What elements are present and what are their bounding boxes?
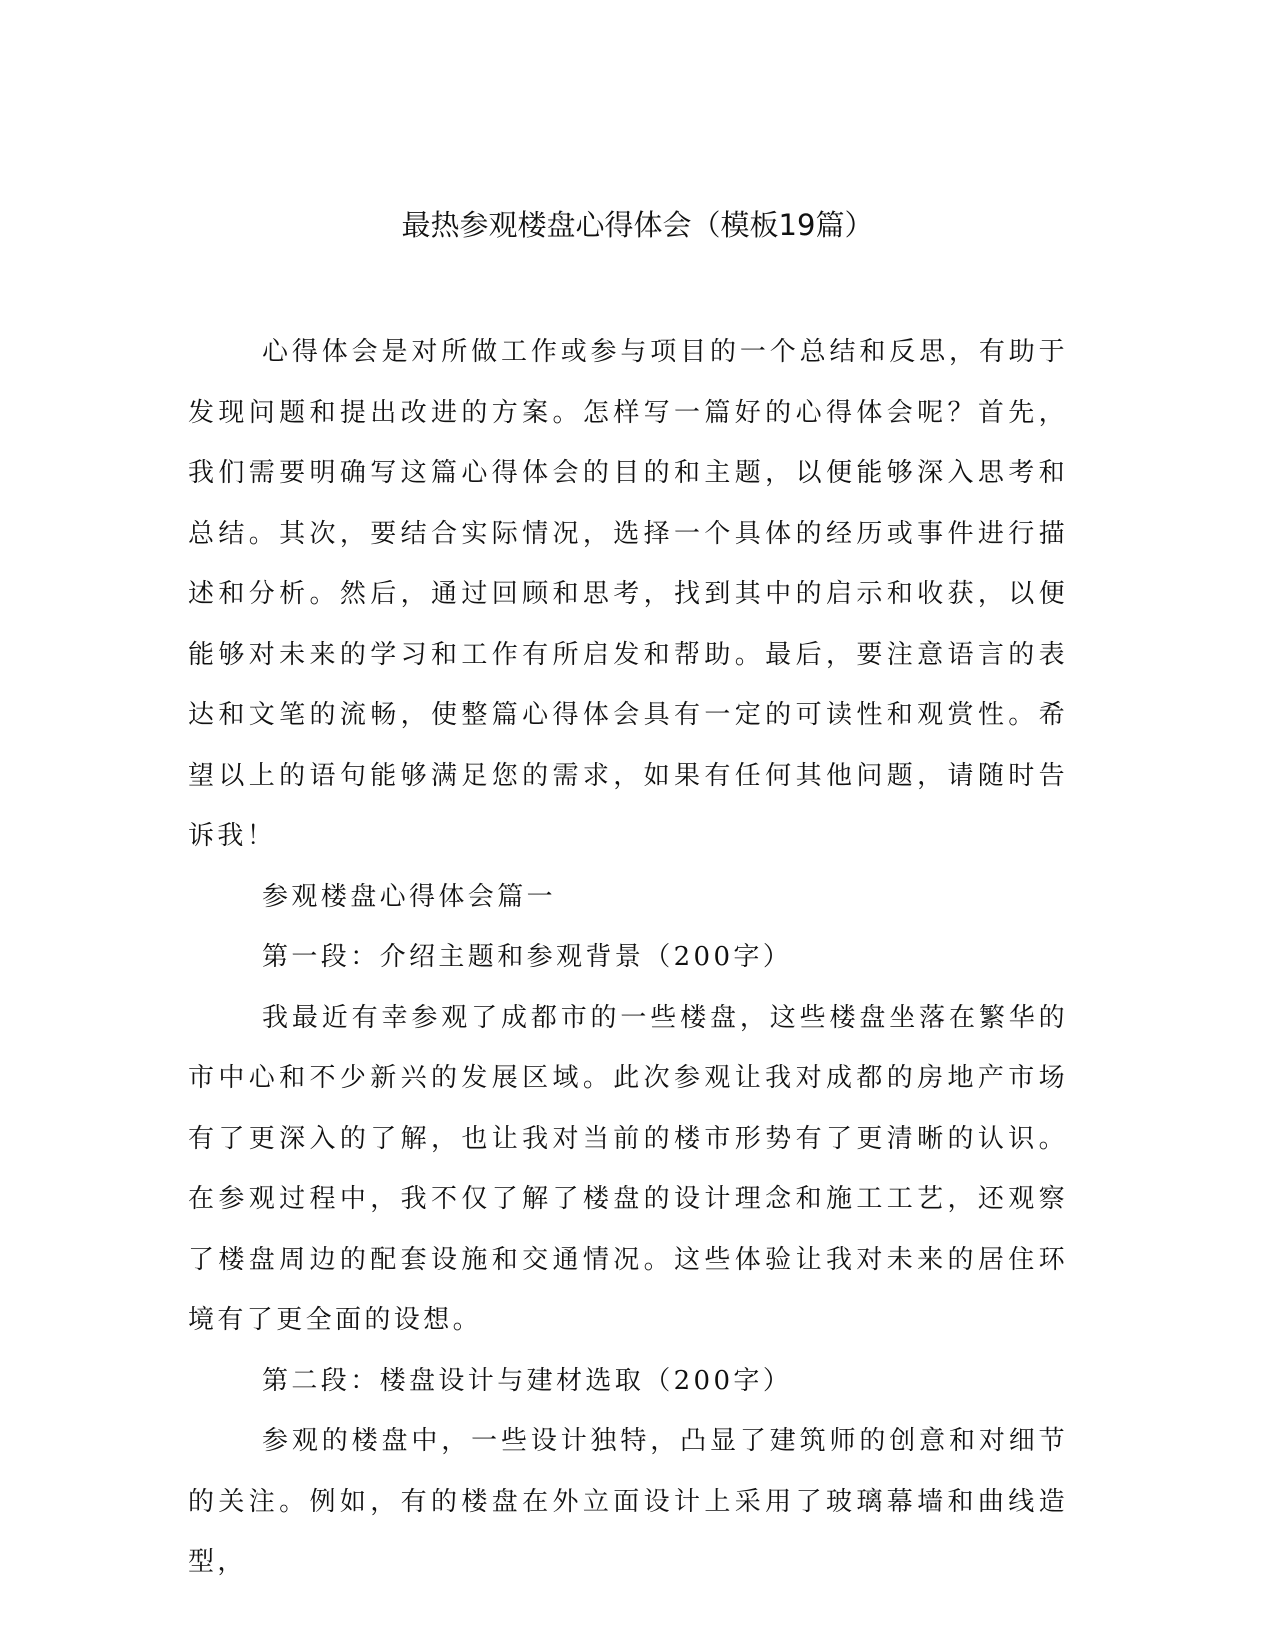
part1-heading: 第一段：介绍主题和参观背景（200字） [262, 942, 793, 972]
part2-paragraph: 参观的楼盘中，一些设计独特，凸显了建筑师的创意和对细节的关注。例如，有的楼盘在外立面设计上采用了玻璃幕墙和曲线造型， [188, 1426, 1068, 1577]
part2-heading: 第二段：楼盘设计与建材选取（200字） [262, 1365, 793, 1396]
document-title: 最热参观楼盘心得体会（模板19篇） [401, 208, 874, 242]
intro-paragraph: 心得体会是对所做工作或参与项目的一个总结和反思，有助于发现问题和提出改进的方案。怎样写一篇好的心得体会呢？首先，我们需要明确写这篇心得体会的目的和主题，以便能够深入思考和总结。其次，要结合实际情况，选择一个具体的经历或事件进行描述和分析。然后，通过回顾和思考，找到其中的启示和收获，以便能够对未来的学习和工作有所启发和帮助。最后，要注意语言的表达和文笔的流畅，使整篇心得体会具有一定的可读性和观赏性。希望以上的语句能够满足您的需求，如果有任何其他问题，请随时告诉我！ [188, 337, 1068, 851]
section-title: 参观楼盘心得体会篇一 [262, 881, 557, 912]
part1-paragraph: 我最近有幸参观了成都市的一些楼盘，这些楼盘坐落在繁华的市中心和不少新兴的发展区域。此次参观让我对成都的房地产市场有了更深入的了解，也让我对当前的楼市形势有了更清晰的认识。在参观过程中，我不仅了解了楼盘的设计理念和施工工艺，还观察了楼盘周边的配套设施和交通情况。这些体验让我对未来的居住环境有了更全面的设想。 [188, 1002, 1068, 1335]
document-body [188, 322, 1068, 1593]
